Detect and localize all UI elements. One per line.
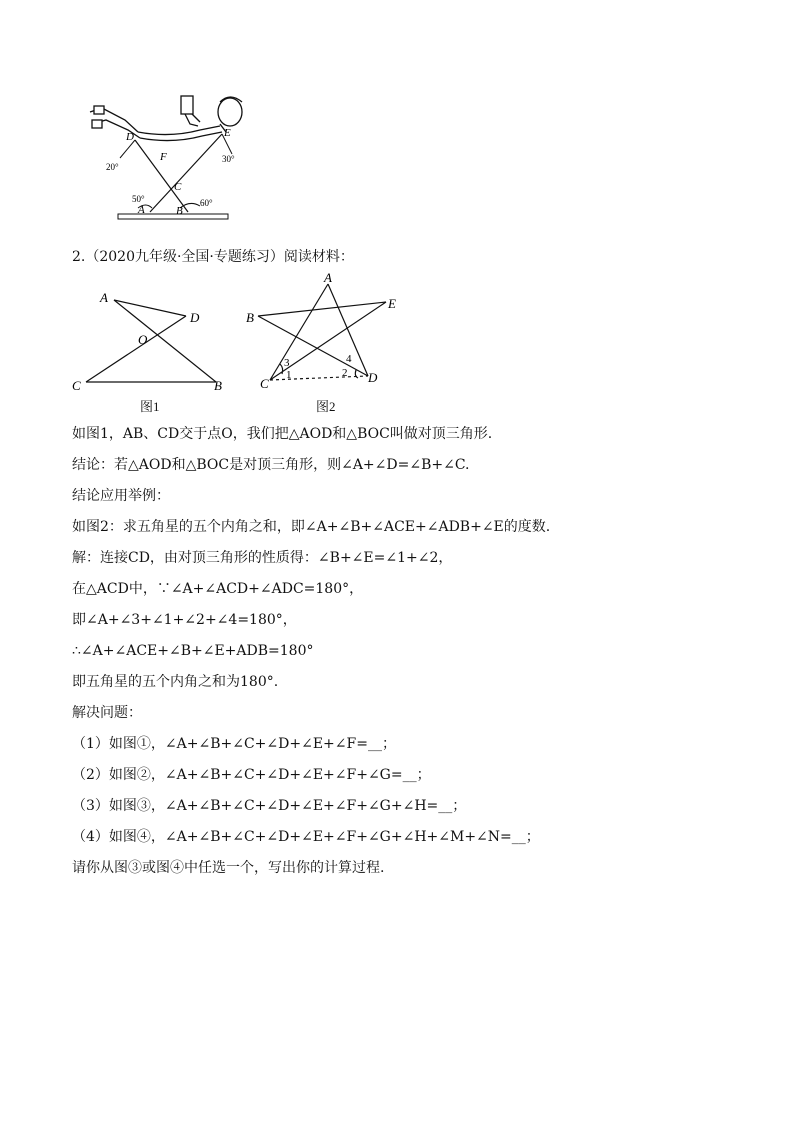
- segment-ac: [270, 284, 328, 380]
- text-line-10: 解决问题：: [72, 705, 142, 721]
- fig-top-angle-30: 30°: [222, 154, 235, 164]
- text-line-8: ∴∠A+∠ACE+∠B+∠E+ADB=180°: [72, 643, 314, 659]
- figure-2-caption: 图2: [316, 399, 336, 414]
- fig-top-label-e: E: [224, 127, 231, 139]
- fig1-label-c: C: [72, 378, 81, 393]
- question-4: （4）如图④，∠A+∠B+∠C+∠D+∠E+∠F+∠G+∠H+∠M+∠N=__；: [72, 829, 540, 845]
- fig2-angle-4: 4: [346, 353, 352, 365]
- fig-top-label-b: B: [176, 205, 183, 217]
- figure-1-diagram: [66, 286, 236, 396]
- text-line-2: 结论：若△AOD和△BOC是对顶三角形，则∠A+∠D=∠B+∠C.: [72, 457, 470, 473]
- figure-1-caption: 图1: [140, 399, 160, 414]
- fig-top-angle-60: 60°: [200, 198, 213, 208]
- fig1-label-a: A: [100, 290, 108, 305]
- fig-top-angle-20: 20°: [106, 162, 119, 172]
- fig1-label-b: B: [214, 378, 222, 393]
- fig2-angle-3: 3: [284, 357, 290, 369]
- text-line-6: 在△ACD中，∵∠A+∠ACD+∠ADC=180°，: [72, 581, 364, 597]
- segment-cd: [86, 316, 186, 382]
- text-line-9: 即五角星的五个内角之和为180°.: [72, 674, 279, 690]
- fig1-label-o: O: [138, 332, 148, 347]
- text-line-7: 即∠A+∠3+∠1+∠2+∠4=180°，: [72, 612, 297, 628]
- fig-top-label-f: F: [160, 151, 167, 163]
- text-line-3: 结论应用举例：: [72, 488, 170, 504]
- fig2-angle-1: 1: [286, 369, 292, 381]
- fig1-label-d: D: [190, 310, 200, 325]
- problem-heading: 2.（2020九年级·全国·专题练习）阅读材料：: [72, 249, 354, 265]
- segment-be: [258, 302, 386, 316]
- text-line-5: 解：连接CD，由对顶三角形的性质得：∠B+∠E=∠1+∠2，: [72, 550, 453, 566]
- figure-2-diagram: [244, 270, 404, 396]
- fig2-label-a: A: [324, 270, 332, 285]
- question-3: （3）如图③，∠A+∠B+∠C+∠D+∠E+∠F+∠G+∠H=__；: [72, 798, 467, 814]
- question-1: （1）如图①，∠A+∠B+∠C+∠D+∠E+∠F=__；: [72, 736, 396, 752]
- fig2-angle-2: 2: [342, 367, 348, 379]
- fig-top-angle-50: 50°: [132, 194, 145, 204]
- text-line-final: 请你从图③或图④中任选一个，写出你的计算过程.: [72, 860, 385, 876]
- fig2-label-b: B: [246, 310, 254, 325]
- fig2-label-e: E: [388, 296, 396, 311]
- text-line-4: 如图2：求五角星的五个内角之和，即∠A+∠B+∠ACE+∠ADB+∠E的度数.: [72, 519, 551, 535]
- question-2: （2）如图②，∠A+∠B+∠C+∠D+∠E+∠F+∠G=__；: [72, 767, 431, 783]
- person-illustration: [90, 96, 242, 141]
- fig2-label-d: D: [368, 370, 378, 385]
- angle-arc-2: [355, 370, 358, 378]
- fig-top-label-a: A: [138, 204, 145, 216]
- segment-cd-dashed: [270, 376, 368, 380]
- fig-top-label-c: C: [174, 181, 182, 193]
- text-line-1: 如图1，AB、CD交于点O，我们把△AOD和△BOC叫做对顶三角形.: [72, 426, 493, 442]
- fig2-label-c: C: [260, 376, 269, 391]
- segment-ab: [114, 300, 216, 382]
- fig-top-label-d: D: [126, 131, 134, 143]
- reclining-figure-diagram: [80, 90, 280, 230]
- floor-base: [118, 214, 228, 219]
